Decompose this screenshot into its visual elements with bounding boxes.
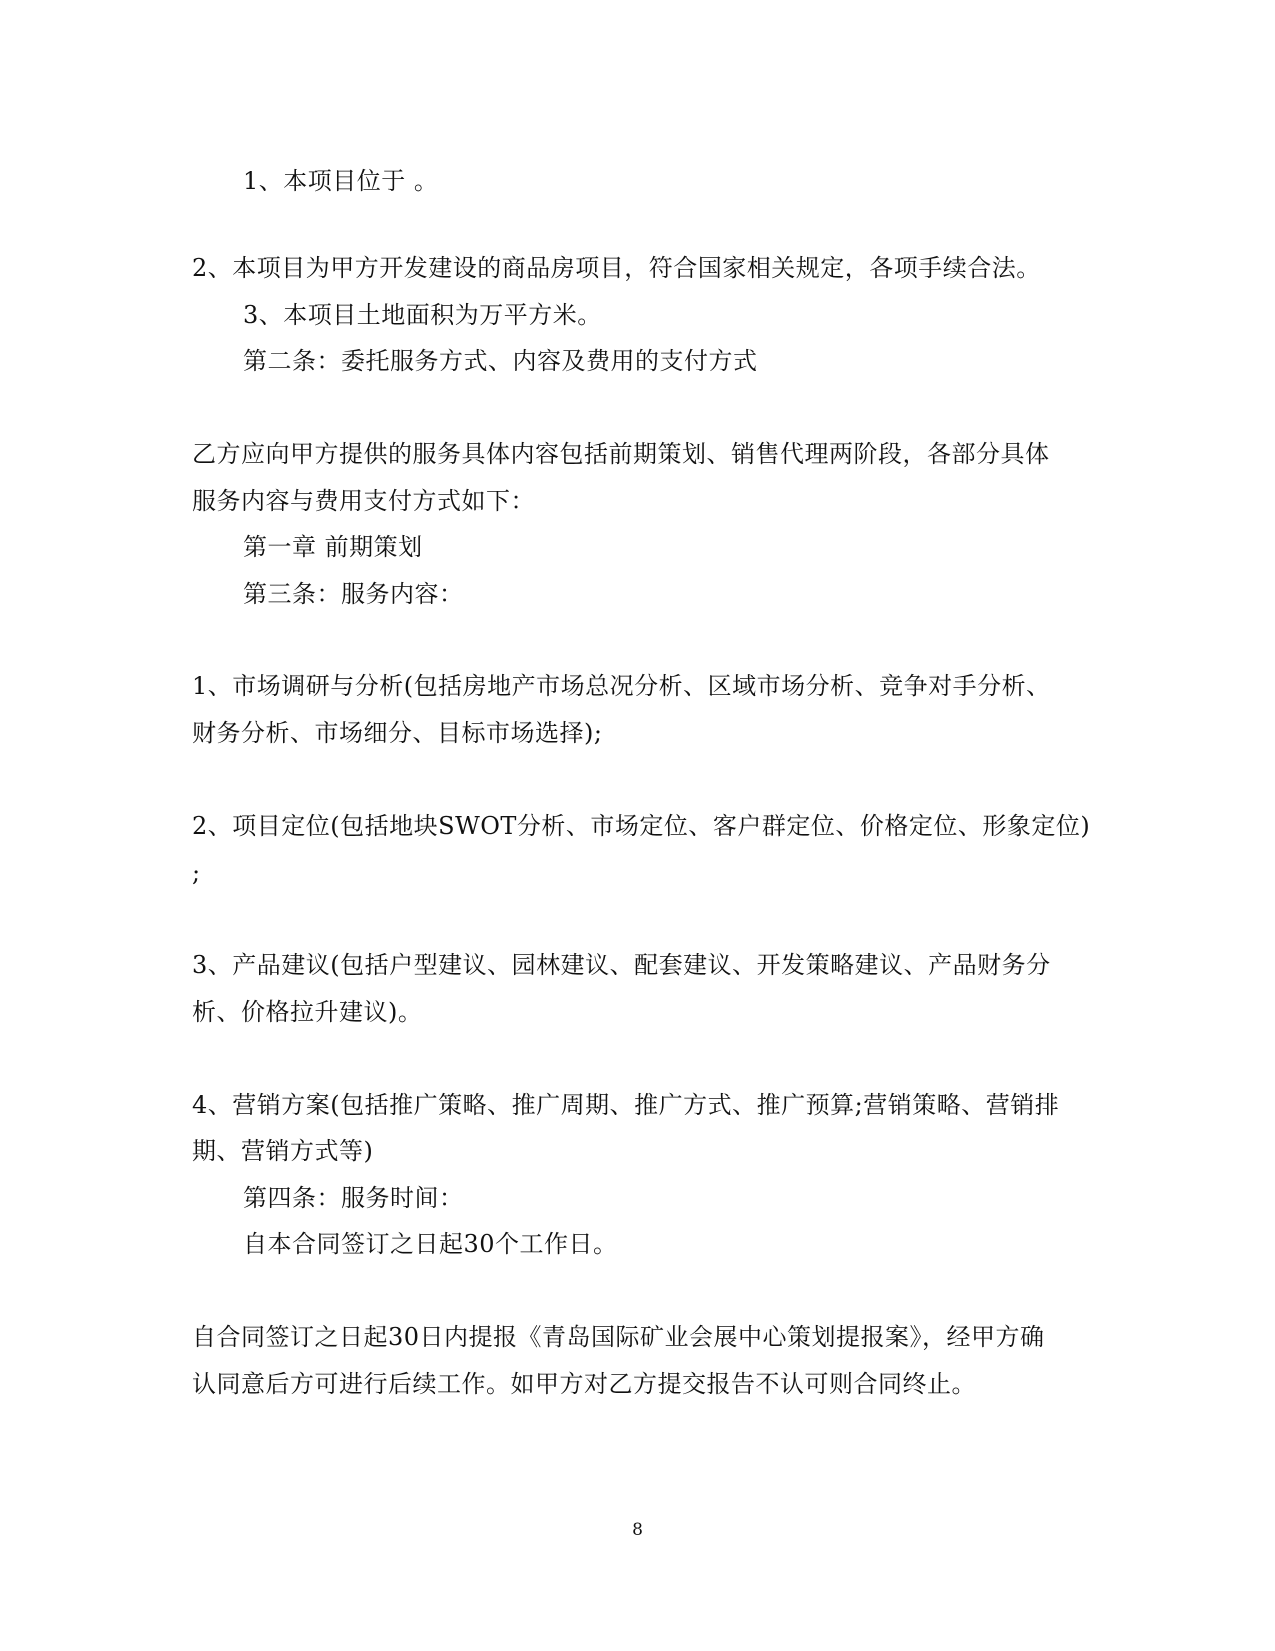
service-item-3-line-1: 3、产品建议(包括户型建议、园林建议、配套建议、开发策略建议、产品财务分	[192, 951, 1051, 979]
article-3-heading: 第三条：服务内容：	[243, 580, 464, 608]
report-submission-line-1: 自合同签订之日起30日内提报《青岛国际矿业会展中心策划提报案》，经甲方确	[192, 1323, 1045, 1351]
item-1-project-location: 1、本项目位于 。	[243, 167, 439, 195]
item-3-land-area: 3、本项目土地面积为万平方米。	[243, 301, 602, 329]
report-submission-line-2: 认同意后方可进行后续工作。如甲方对乙方提交报告不认可则合同终止。	[192, 1370, 976, 1398]
article-4-heading: 第四条：服务时间：	[243, 1184, 464, 1212]
service-item-3-line-2: 析、价格拉升建议)。	[192, 998, 423, 1026]
item-2-project-nature: 2、本项目为甲方开发建设的商品房项目，符合国家相关规定，各项手续合法。	[192, 254, 1041, 282]
service-item-1-line-1: 1、市场调研与分析(包括房地产市场总况分析、区域市场分析、竞争对手分析、	[192, 672, 1051, 700]
article-2-heading: 第二条：委托服务方式、内容及费用的支付方式	[243, 347, 758, 375]
service-item-4-line-1: 4、营销方案(包括推广策略、推广周期、推广方式、推广预算;营销策略、营销排	[192, 1091, 1060, 1119]
chapter-1-heading: 第一章 前期策划	[243, 533, 423, 561]
paragraph-service-content-line-2: 服务内容与费用支付方式如下：	[192, 487, 535, 515]
service-time-text: 自本合同签订之日起30个工作日。	[243, 1230, 618, 1258]
service-item-1-line-2: 财务分析、市场细分、目标市场选择);	[192, 719, 603, 747]
service-item-4-line-2: 期、营销方式等)	[192, 1137, 374, 1165]
page-number: 8	[632, 1520, 643, 1540]
service-item-2-line-1: 2、项目定位(包括地块SWOT分析、市场定位、客户群定位、价格定位、形象定位)	[192, 812, 1091, 840]
service-item-2-line-2: ;	[192, 859, 201, 887]
paragraph-service-content-line-1: 乙方应向甲方提供的服务具体内容包括前期策划、销售代理两阶段，各部分具体	[192, 440, 1050, 468]
